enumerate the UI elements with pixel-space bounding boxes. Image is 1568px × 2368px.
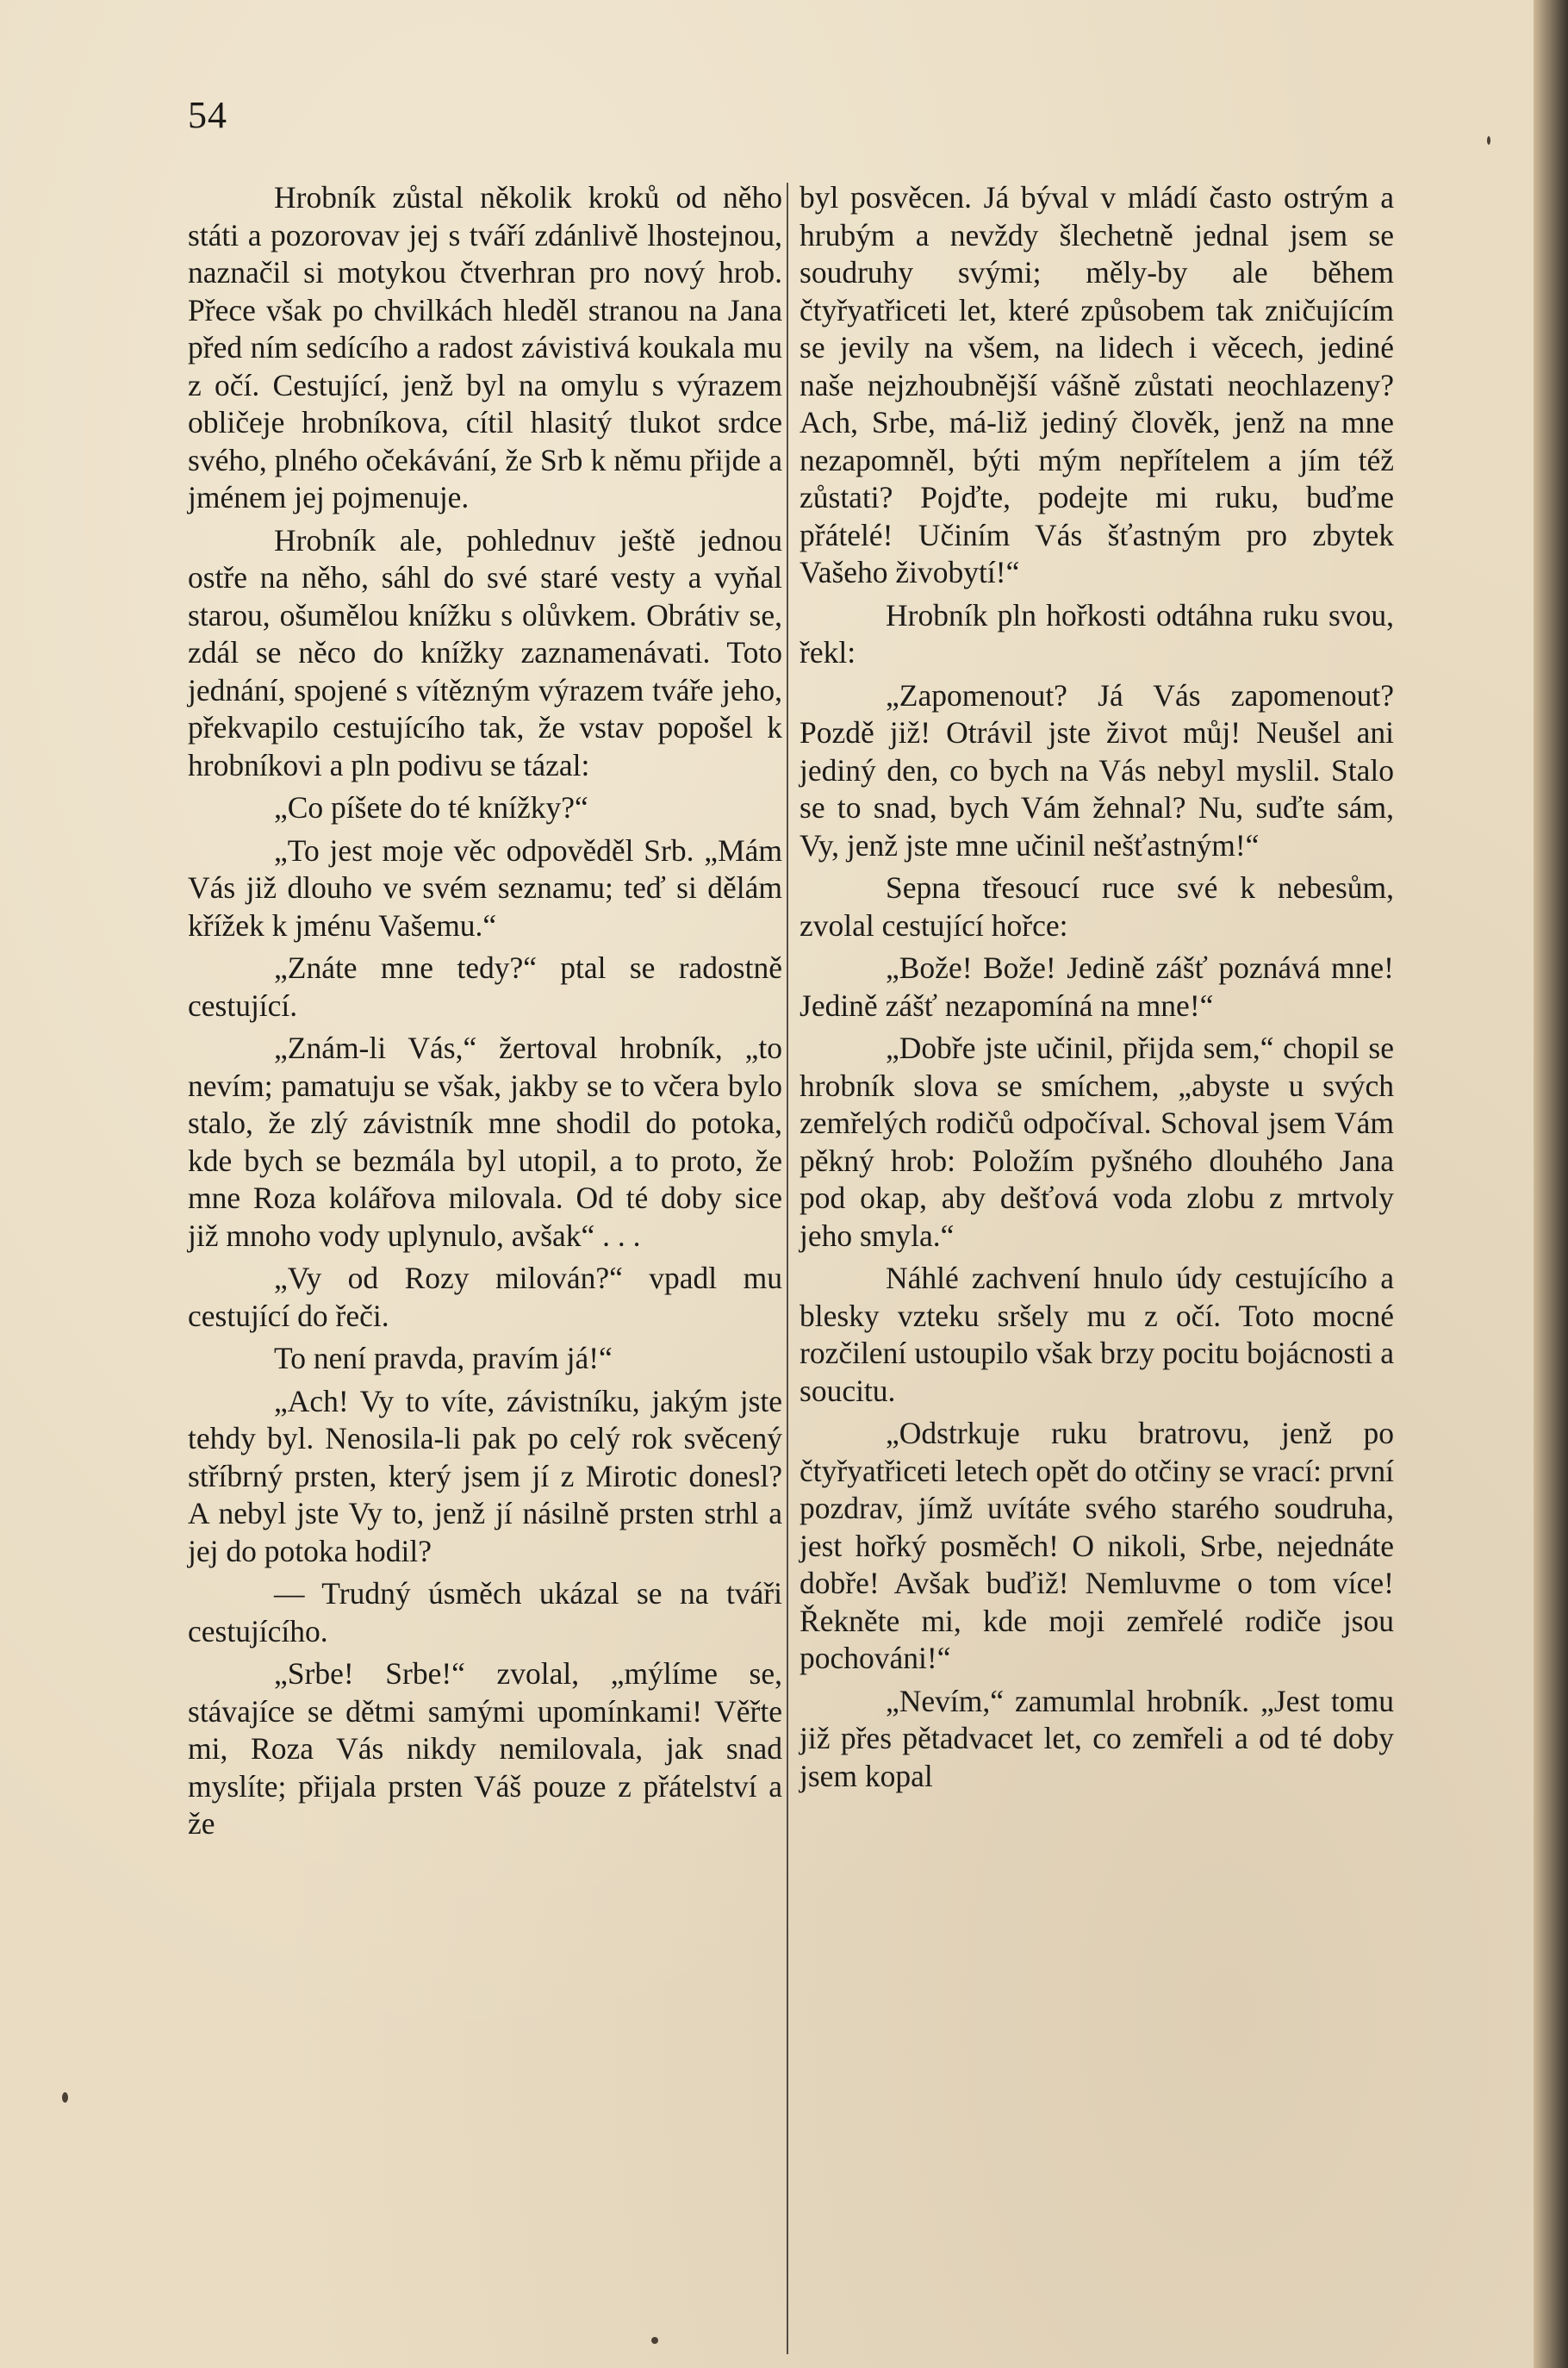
page-edge-shadow (1534, 0, 1568, 2368)
paragraph: „Srbe! Srbe!“ zvolal, „mýlíme se, stávajíce se dětmi samými upomínkami! Věřte mi, Roza Vás nikdy nemilovala, jak snad myslíte; přijala prsten Váš pouze z přátelství a že (188, 1656, 782, 1841)
paragraph: „Znáte mne tedy?“ ptal se radostně cestující. (188, 950, 782, 1023)
paragraph: Náhlé zachvení hnulo údy cestujícího a blesky vzteku sršely mu z očí. Toto mocné rozčilení ustoupilo však brzy pocitu bojácnosti a soucitu. (800, 1261, 1394, 1408)
paragraph: „Dobře jste učinil, přijda sem,“ chopil se hrobník slova se smíchem, „abyste u svých zemřelých rodičů odpočíval. Schoval jsem Vám pěkný hrob: Položím pyšného dlouhého Jana pod okap, aby dešťová voda zlobu z mrtvoly jeho smyla.“ (800, 1031, 1394, 1253)
paragraph: — Trudný úsměch ukázal se na tváři cestujícího. (188, 1576, 782, 1648)
paragraph: „Odstrkuje ruku bratrovu, jenž po čtyřyatřiceti letech opět do otčiny se vrací: první pozdrav, jímž uvítáte svého starého soudruha, jest hořký posměch! O nikoli, Srbe, nejednáte dobře! Avšak buďiž! Nemluvme o tom více! Řekněte mi, kde moji zemřelé rodiče jsou pochováni!“ (800, 1416, 1394, 1675)
paragraph: Hrobník pln hořkosti odtáhna ruku svou, řekl: (800, 597, 1394, 670)
column-divider (787, 183, 788, 2354)
paragraph: Hrobník ale, pohlednuv ještě jednou ostře na něho, sáhl do své staré vesty a vyňal starou, ošumělou knížku s olůvkem. Obrátiv se, zdál se něco do knížky zaznamenávati. Toto jednání, spojené s vítězným výrazem tváře jeho, překvapilo cestujícího tak, že vstav popošel k hrobníkovi a pln podivu se tázal: (188, 522, 782, 782)
paragraph: „Znám-li Vás,“ žertoval hrobník, „to nevím; pamatuju se však, jakby se to včera bylo stalo, že zlý závistník mne shodil do potoka, kde bych se bezmála byl utopil, a to proto, že mne Roza kolářova milovala. Od té doby sice již mnoho vody uplynulo, avšak“ . . . (188, 1031, 782, 1253)
paragraph: „Co píšete do té knížky?“ (274, 790, 588, 825)
paragraph: „To jest moje věc odpověděl Srb. „Mám Vás již dlouho ve svém seznamu; teď si dělám křížek k jménu Vašemu.“ (188, 832, 782, 943)
paragraph: „Zapomenout? Já Vás zapomenout? Pozdě již! Otrávil jste život můj! Neušel ani jediný den, co bych na Vás nebyl myslil. Stalo se to snad, bych Vám žehnal? Nu, suďte sám, Vy, jenž jste mne učinil nešťastným!“ (800, 677, 1394, 863)
paragraph: byl posvěcen. Já býval v mládí často ostrým a hrubým a nevždy šlechetně jednal jsem se soudruhy svými; měly-by ale během čtyřyatřiceti let, které způsobem tak zničujícím se jevily na všem, na lidech i věcech, jediné naše nejzhoubnější vášně zůstati neochlazeny? Ach, Srbe, má-liž jediný člověk, jenž na mne nezapomněl, býti mým nepřítelem a jím též zůstati? Pojďte, podejte mi ruku, buďme přátelé! Učiním Vás šťastným pro zbytek Vašeho živobytí!“ (800, 180, 1394, 589)
paragraph: „Bože! Bože! Jedině zášť poznává mne! Jedině zášť nezapomíná na mne!“ (800, 950, 1394, 1023)
ink-speck (1487, 136, 1490, 145)
page-number: 54 (188, 94, 227, 136)
right-text-column (800, 179, 1394, 1800)
ink-speck (651, 2337, 658, 2344)
paragraph: „Vy od Rozy milován?“ vpadl mu cestující do řeči. (188, 1261, 782, 1333)
paragraph: „Ach! Vy to víte, závistníku, jakým jste tehdy byl. Nenosila-li pak po celý rok svěcený stříbrný prsten, který jsem jí z Mirotic donesl? A nebyl jste Vy to, jenž jí násilně prsten strhl a jej do potoka hodil? (188, 1383, 782, 1568)
paragraph: Hrobník zůstal několik kroků od něho státi a pozorovav jej s tváří zdánlivě lhostejnou, naznačil si motykou čtverhran pro nový hrob. Přece však po chvilkách hleděl stranou na Jana před ním sedícího a radost závistivá koukala mu z očí. Cestující, jenž byl na omylu s výrazem obličeje hrobníkova, cítil hlasitý tlukot srdce svého, plného očekávání, že Srb k němu přijde a jménem jej pojmenuje. (188, 180, 782, 514)
paragraph: To není pravda, pravím já!“ (274, 1341, 613, 1375)
paragraph: „Nevím,“ zamumlal hrobník. „Jest tomu již přes pětadvacet let, co zemřeli a od té doby jsem kopal (800, 1683, 1394, 1793)
ink-speck (62, 2092, 68, 2103)
left-text-column (188, 179, 782, 1848)
paragraph: Sepna třesoucí ruce své k nebesům, zvolal cestující hořce: (800, 870, 1394, 943)
